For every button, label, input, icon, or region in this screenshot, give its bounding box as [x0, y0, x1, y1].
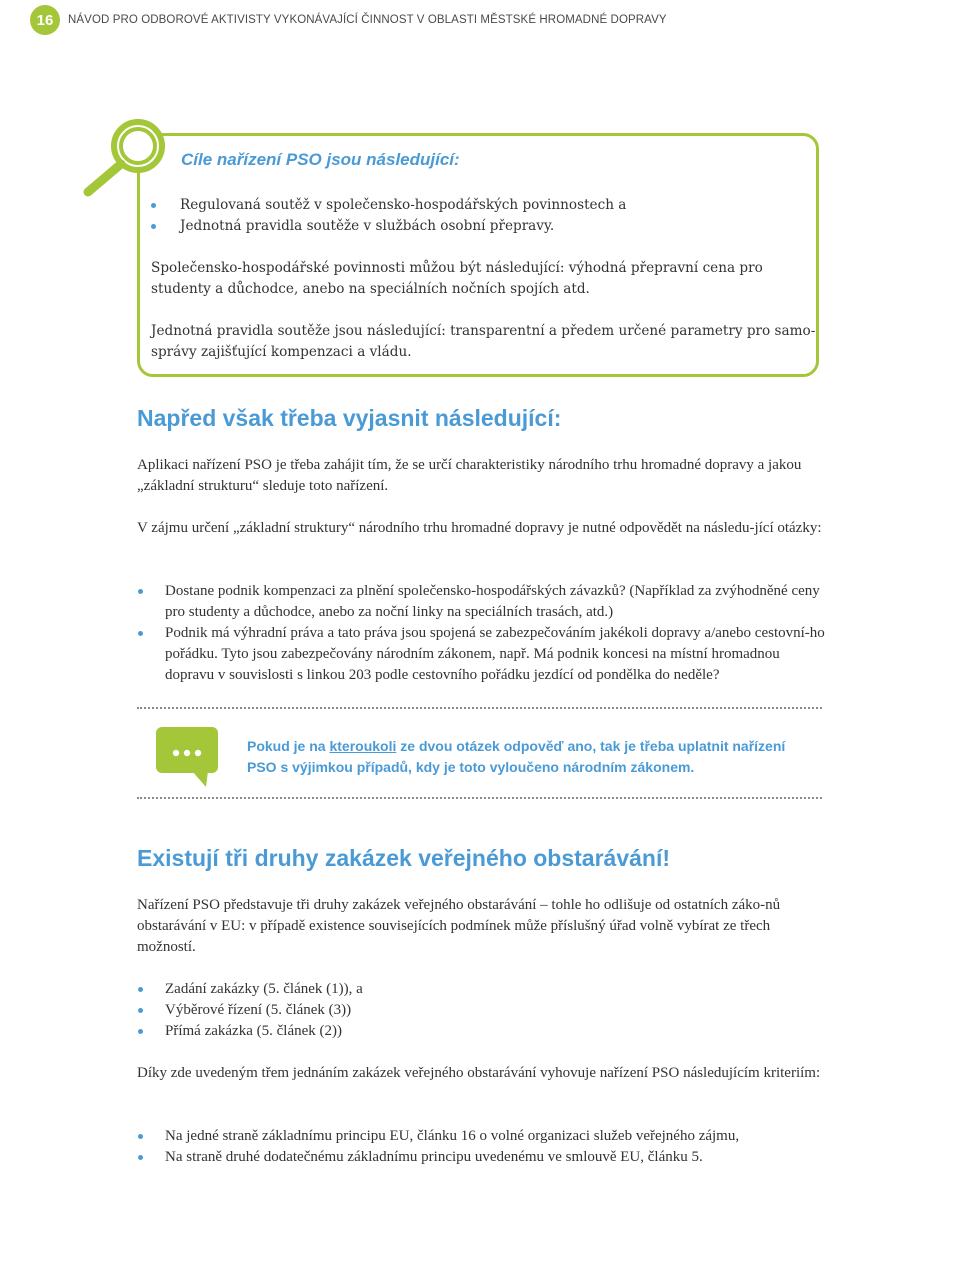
running-title: NÁVOD PRO ODBOROVÉ AKTIVISTY VYKONÁVAJÍCÍ ČINNOST V OBLASTI MĚSTSKÉ HROMADNÉ DOPRAVY [68, 14, 667, 26]
list-item-text: Na jedné straně základnímu principu EU, článku 16 o volné organizaci služeb veřejného zájmu, [165, 1128, 740, 1144]
callout-text-part: ze dvou otázek odpověď ano, tak je třeba uplatnit nařízení PSO s výjimkou případů, kdy je toto vyloučeno národním zákonem. [247, 738, 786, 775]
list-item-text: Jednotná pravidla soutěže v službách osobní přepravy. [180, 218, 555, 234]
list-item [137, 979, 827, 1000]
bullet-icon [151, 203, 156, 208]
list-item-text: Přímá zakázka (5. článek (2)) [165, 1023, 342, 1039]
list-item-text: Výběrové řízení (5. článek (3)) [165, 1002, 352, 1018]
list-item-text: Zadání zakázky (5. článek (1)), a [165, 981, 363, 997]
list-item-text: Na straně druhé dodatečnému základnímu principu uvedenému ve smlouvě EU, článku 5. [165, 1149, 703, 1165]
bullet-icon [151, 224, 156, 229]
goals-paragraph-2: Jednotná pravidla soutěže jsou následující: transparentní a předem určené parametry pro samo-správy zajišťující kompenzaci a vládu. [151, 323, 816, 360]
divider-top [137, 707, 822, 709]
section-heading-clarify: Napřed však třeba vyjasnit následující: [137, 405, 562, 431]
list-item [137, 1021, 827, 1042]
magnifier-icon [80, 112, 170, 202]
goals-title: Cíle nařízení PSO jsou následující: [181, 150, 460, 169]
questions-list [137, 581, 827, 686]
callout-text-part: Pokud je na [247, 738, 330, 754]
list-item [151, 195, 811, 216]
section2-paragraph-1: Nařízení PSO představuje tři druhy zakázek veřejného obstarávání – tohle ho odlišuje od ostatních záko-nů obstarávání v EU: v případě existence souvisejících podmínek může příslušný úřad volně vybírat ze třech možností. [137, 897, 781, 955]
list-item [137, 1147, 827, 1168]
section1-paragraph-2: V zájmu určení „základní struktury“ národního trhu hromadné dopravy je nutné odpovědět na následu-jící otázky: [137, 520, 822, 536]
list-item [137, 623, 827, 686]
bullet-icon [138, 1008, 143, 1013]
section2-paragraph-2: Díky zde uvedeným třem jednáním zakázek veřejného obstarávání vyhovuje nařízení PSO následujícím kriteriím: [137, 1065, 821, 1081]
bullet-icon [138, 1029, 143, 1034]
criteria-list [137, 1126, 827, 1168]
list-item-text: Dostane podnik kompenzaci za plnění společensko-hospodářských závazků? (Například za zvýhodněné ceny pro studenty a důchodce, anebo za noční linky na speciálních trasách, atd.) [165, 583, 820, 620]
bullet-icon [138, 1155, 143, 1160]
page-number-badge: 16 [30, 5, 60, 35]
list-item [137, 581, 827, 623]
callout-text [247, 736, 817, 778]
list-item [137, 1000, 827, 1021]
list-item-text: Podnik má výhradní práva a tato práva jsou spojená se zabezpečováním jakékoli dopravy a/anebo cestovní-ho pořádku. Tyto jsou zabezpečovány národním zákonem, např. Má podnik koncesi na místní hromadnou dopravu v souvislosti s linkou 203 podle cestovního pořádku jezdící od pondělka do neděle? [165, 625, 825, 683]
page-header [30, 5, 667, 35]
speech-bubble-icon [156, 727, 218, 787]
bullet-icon [138, 589, 143, 594]
list-item-text: Regulovaná soutěž v společensko-hospodářských povinnostech a [180, 197, 627, 213]
divider-bottom [137, 797, 822, 799]
procurement-types-list [137, 979, 827, 1042]
bullet-icon [138, 1134, 143, 1139]
list-item [151, 216, 811, 237]
section1-paragraph-1: Aplikaci nařízení PSO je třeba zahájit tím, že se určí charakteristiky národního trhu hromadné dopravy a jakou „základní strukturu“ sleduje toto nařízení. [137, 457, 802, 494]
callout-link[interactable]: kteroukoli [329, 738, 397, 754]
bullet-icon [138, 631, 143, 636]
bullet-icon [138, 987, 143, 992]
section-heading-procurement: Existují tři druhy zakázek veřejného obstarávání! [137, 845, 671, 871]
goals-list [151, 195, 811, 237]
goals-paragraph-1: Společensko-hospodářské povinnosti můžou být následující: výhodná přepravní cena pro studenty a důchodce, anebo na speciálních nočních spojích atd. [151, 260, 763, 297]
list-item [137, 1126, 827, 1147]
